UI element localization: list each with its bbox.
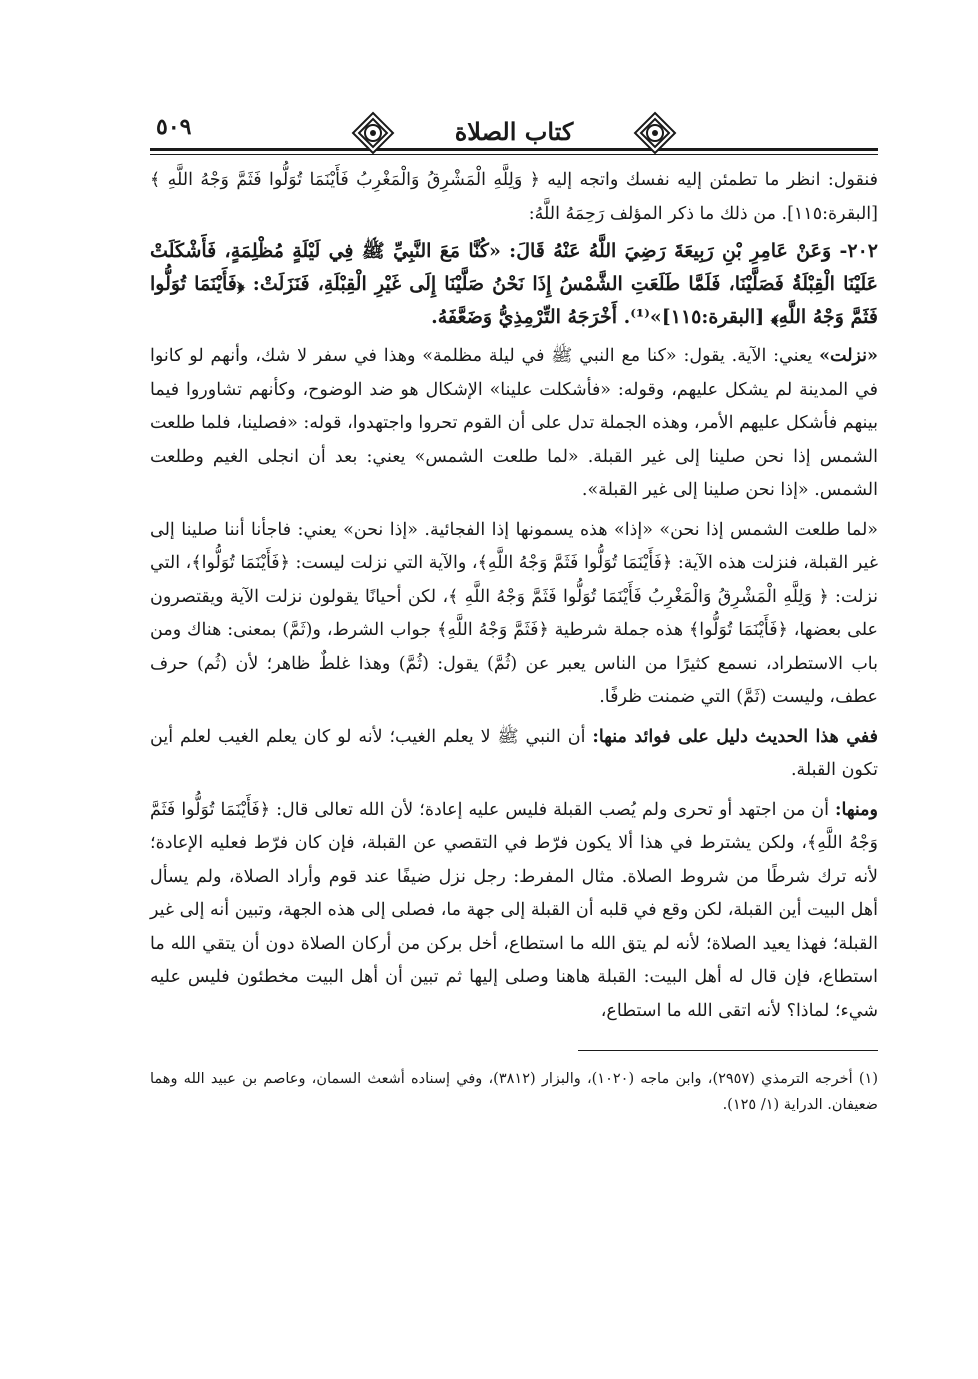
- commentary-paragraph: [150, 340, 878, 508]
- benefit-paragraph: [150, 794, 878, 1029]
- paragraph-lead: ففي هذا الحديث دليل على فوائد منها:: [592, 726, 879, 747]
- ornament-right-icon: [632, 110, 678, 156]
- paragraph-lead: «نزلت»: [819, 346, 878, 366]
- ornament-left-icon: [350, 110, 396, 156]
- hadith-text: ٢٠٢- وَعَنْ عَامِرِ بْنِ رَبِيعَةَ رَضِيَ اللَّهُ عَنْهُ قَالَ: «كُنَّا مَعَ النَّبِيِّ ﷺ فِي لَيْلَةٍ مُظْلِمَةٍ، فَأَشْكَلَتْ عَلَيْنَا الْقِبْلَةُ فَصَلَّيْنَا، فَلَمَّا طَلَعَتِ الشَّمْسُ إِذَا نَحْنُ صَلَّيْنَا إِلَى غَيْرِ الْقِبْلَةِ، فَنَزَلَتْ: ﴿فَأَيْنَمَا تُوَلُّوا فَثَمَّ وَجْهُ اللَّهِ﴾ [البقرة:١١٥]»⁽¹⁾. أَخْرَجَهُ التِّرْمِذِيُّ وَضَعَّفَهُ.: [150, 240, 878, 328]
- paragraph-body: يعني: الآية. يقول: «كنا مع النبي ﷺ في ليلة مظلمة» وهذا في سفر لا شك، وأنهم لو كانوا في المدينة لم يشكل عليهم، وقوله: «فأشكلت علينا» الإشكال هو ضد الوضوح، وكأنهم تشاوروا فيما بينهم فأشكل عليهم الأمر، وهذه الجملة تدل على أن القوم تحروا واجتهدوا، قوله: «فصلينا، فلما طلعت الشمس إذا نحن صلينا إلى غير القبلة. «لما طلعت الشمس» يعني: بعد أن انجلى الغيم وطلعت الشمس. «إذا نحن صلينا إلى غير القبلة».: [150, 346, 878, 500]
- footnote-divider: [578, 1050, 878, 1051]
- footnote: (١) أخرجه الترمذي (٢٩٥٧)، وابن ماجه (١٠٢٠)، والبزار (٣٨١٢)، وفي إسناده أشعث السمان، وعاصم بن عبيد الله وهما ضعيفان. الدراية (١/ ١٢٥).: [150, 1070, 878, 1113]
- book-page: [150, 108, 878, 1132]
- chapter-title-block: [350, 108, 678, 164]
- paragraph-body: أن النبي ﷺ لا يعلم الغيب؛ لأنه لو كان يعلم الغيب لعلم أين تكون القبلة.: [150, 726, 878, 780]
- intro-paragraph: فنقول: انظر ما تطمئن إليه نفسك واتجه إليه ﴿ وَلِلَّهِ الْمَشْرِقُ وَالْمَغْرِبُ فَأَيْنَمَا تُوَلُّوا فَثَمَّ وَجْهُ اللَّهِ ﴾ [البقرة:١١٥]. من ذلك ما ذكر المؤلف رَحِمَهُ اللَّهُ:: [150, 170, 878, 224]
- paragraph-body: «لما طلعت الشمس إذا نحن» «إذا» هذه يسمونها إذا الفجائية. «إذا نحن» يعني: فاجأنا أننا صلينا إلى غير القبلة، فنزلت هذه الآية: ﴿فَأَيْنَمَا تُوَلُّوا فَثَمَّ وَجْهُ اللَّهِ﴾، والآية التي نزلت ليست: ﴿فَأَيْنَمَا تُوَلُّوا﴾، التي نزلت: ﴿ وَلِلَّهِ الْمَشْرِقُ وَالْمَغْرِبُ فَأَيْنَمَا تُوَلُّوا فَثَمَّ وَجْهُ اللَّهِ ﴾، لكن أحيانًا يقولون نزلت الآية ويقتصرون على بعضها، ﴿فَأَيْنَمَا تُوَلُّوا﴾ هذه جملة شرطية ﴿فَثَمَّ وَجْهُ اللَّهِ﴾ جواب الشرط، و(ثَمَّ) بمعنى: هناك ومن باب الاستطراد، نسمع كثيرًا من الناس يعبر عن (ثُمَّ) يقول: (ثُمَّ) وهذا غلطٌ ظاهر؛ لأن (ثُم) حرف عطف، وليست (ثَمَّ) التي ضمنت ظرفًا.: [150, 519, 878, 707]
- paragraph-body: أن من اجتهد أو تحرى ولم يُصب القبلة فليس عليه إعادة؛ لأن الله تعالى قال: ﴿فَأَيْنَمَا تُوَلُّوا فَثَمَّ وَجْهُ اللَّهِ﴾، ولكن يشترط في هذا ألا يكون فرّط في التقصي عن القبلة، فإن كان فرّط فعليه الإعادة؛ لأنه ترك شرطًا من شروط الصلاة. مثال المفرط: رجل نزل ضيفًا عند قوم وأراد الصلاة، ولم يسأل أهل البيت أين القبلة، لكن وقع في قلبه أن القبلة إلى جهة ما، فصلى إلى هذه الجهة، وتبين أنه إلى غير القبلة؛ فهذا يعيد الصلاة؛ لأنه لم يتق الله ما استطاع، أخل بركن من أركان الصلاة دون أن يتقي الله ما استطاع، فإن قال له أهل البيت: القبلة هاهنا وصلى إليها ثم تبين أن أهل البيت مخطئون فليس عليه شيء؛ لماذا؟ لأنه اتقى الله ما استطاع،: [150, 799, 878, 1021]
- commentary-paragraph: [150, 514, 878, 715]
- paragraph-lead: ومنها:: [835, 799, 878, 820]
- chapter-title: كتاب الصلاة: [402, 116, 626, 148]
- page-number: ٥٠٩: [150, 114, 197, 140]
- page-header: [150, 108, 878, 164]
- benefit-paragraph: [150, 721, 878, 788]
